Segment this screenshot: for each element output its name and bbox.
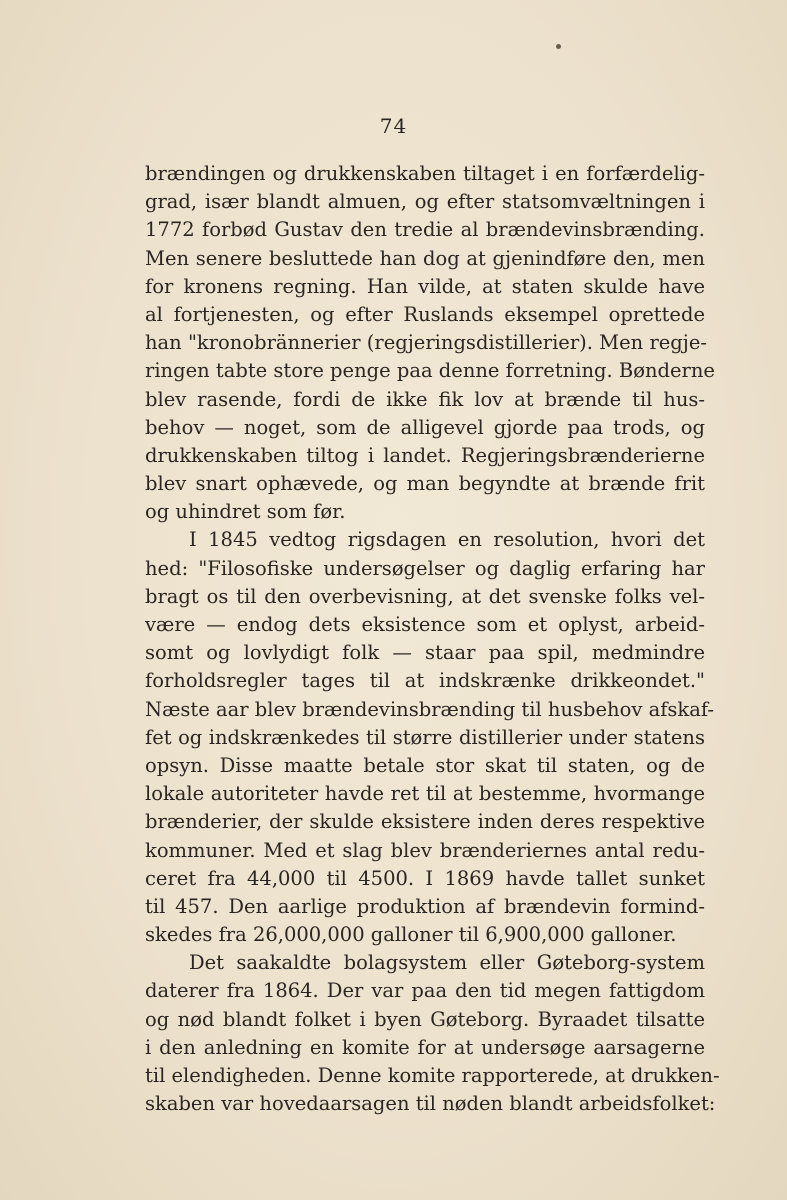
text-line: og nød blandt folket i byen Gøteborg. Byraadet tilsatte — [145, 1007, 705, 1031]
text-line: brænderier, der skulde eksistere inden deres respektive — [145, 810, 705, 834]
text-line: for kronens regning. Han vilde, at staten skulde have — [145, 274, 705, 298]
text-line: hed: "Filosofiske undersøgelser og daglig erfaring har — [145, 556, 705, 580]
text-line: skaben var hovedaarsagen til nøden blandt arbeidsfolket: — [145, 1092, 716, 1116]
text-line: Men senere besluttede han dog at gjenindføre den, men — [145, 246, 705, 270]
text-line: drukkenskaben tiltog i landet. Regjeringsbrænderierne — [145, 443, 705, 467]
text-line: forholdsregler tages til at indskrænke drikkeondet." — [145, 669, 705, 693]
text-line: han "kronobrännerier (regjeringsdistillerier). Men regje- — [145, 331, 707, 355]
text-line: og uhindret som før. — [145, 500, 346, 524]
text-line: i den anledning en komite for at undersøge aarsagerne — [145, 1035, 705, 1059]
page-number: 74 — [379, 114, 408, 138]
text-line: grad, især blandt almuen, og efter statsomvæltningen i — [145, 190, 705, 214]
paragraph-start-line: Det saakaldte bolagsystem eller Gøteborg-system — [189, 951, 705, 975]
text-line: Næste aar blev brændevinsbrænding til husbehov afskaf- — [145, 697, 714, 721]
text-line: ringen tabte store penge paa denne forretning. Bønderne — [145, 359, 715, 383]
text-line: blev rasende, fordi de ikke fik lov at brænde til hus- — [145, 387, 705, 411]
text-line: 1772 forbød Gustav den tredie al brændevinsbrænding. — [145, 218, 705, 242]
text-line: brændingen og drukkenskaben tiltaget i en forfærdelig- — [145, 162, 705, 185]
text-line: ceret fra 44,000 til 4500. I 1869 havde tallet sunket — [145, 866, 705, 890]
text-line: blev snart ophævede, og man begyndte at brænde frit — [145, 472, 705, 496]
paper-speck — [556, 44, 561, 49]
text-line: fet og indskrænkedes til større distillerier under statens — [145, 725, 705, 749]
text-line: være — endog dets eksistence som et oplyst, arbeid- — [145, 613, 705, 636]
text-line: bragt os til den overbevisning, at det svenske folks vel- — [145, 584, 705, 608]
text-line: somt og lovlydigt folk — staar paa spil, medmindre — [145, 641, 705, 665]
text-line: til 457. Den aarlige produktion af brændevin formind- — [145, 894, 705, 918]
text-line: opsyn. Disse maatte betale stor skat til staten, og de — [145, 753, 705, 777]
text-line: til elendigheden. Denne komite rapporterede, at drukken- — [145, 1064, 720, 1087]
text-line: skedes fra 26,000,000 galloner til 6,900,000 galloner. — [145, 923, 677, 947]
text-line: al fortjenesten, og efter Ruslands eksempel oprettede — [145, 302, 705, 326]
text-line: kommuner. Med et slag blev brænderiernes antal redu- — [145, 838, 705, 862]
text-line: behov — noget, som de alligevel gjorde paa trods, og — [145, 415, 705, 439]
paragraph-start-line: I 1845 vedtog rigsdagen en resolution, hvori det — [189, 528, 705, 552]
text-line: daterer fra 1864. Der var paa den tid megen fattigdom — [145, 979, 705, 1003]
text-line: lokale autoriteter havde ret til at bestemme, hvormange — [145, 782, 705, 806]
body-text — [145, 160, 720, 1118]
